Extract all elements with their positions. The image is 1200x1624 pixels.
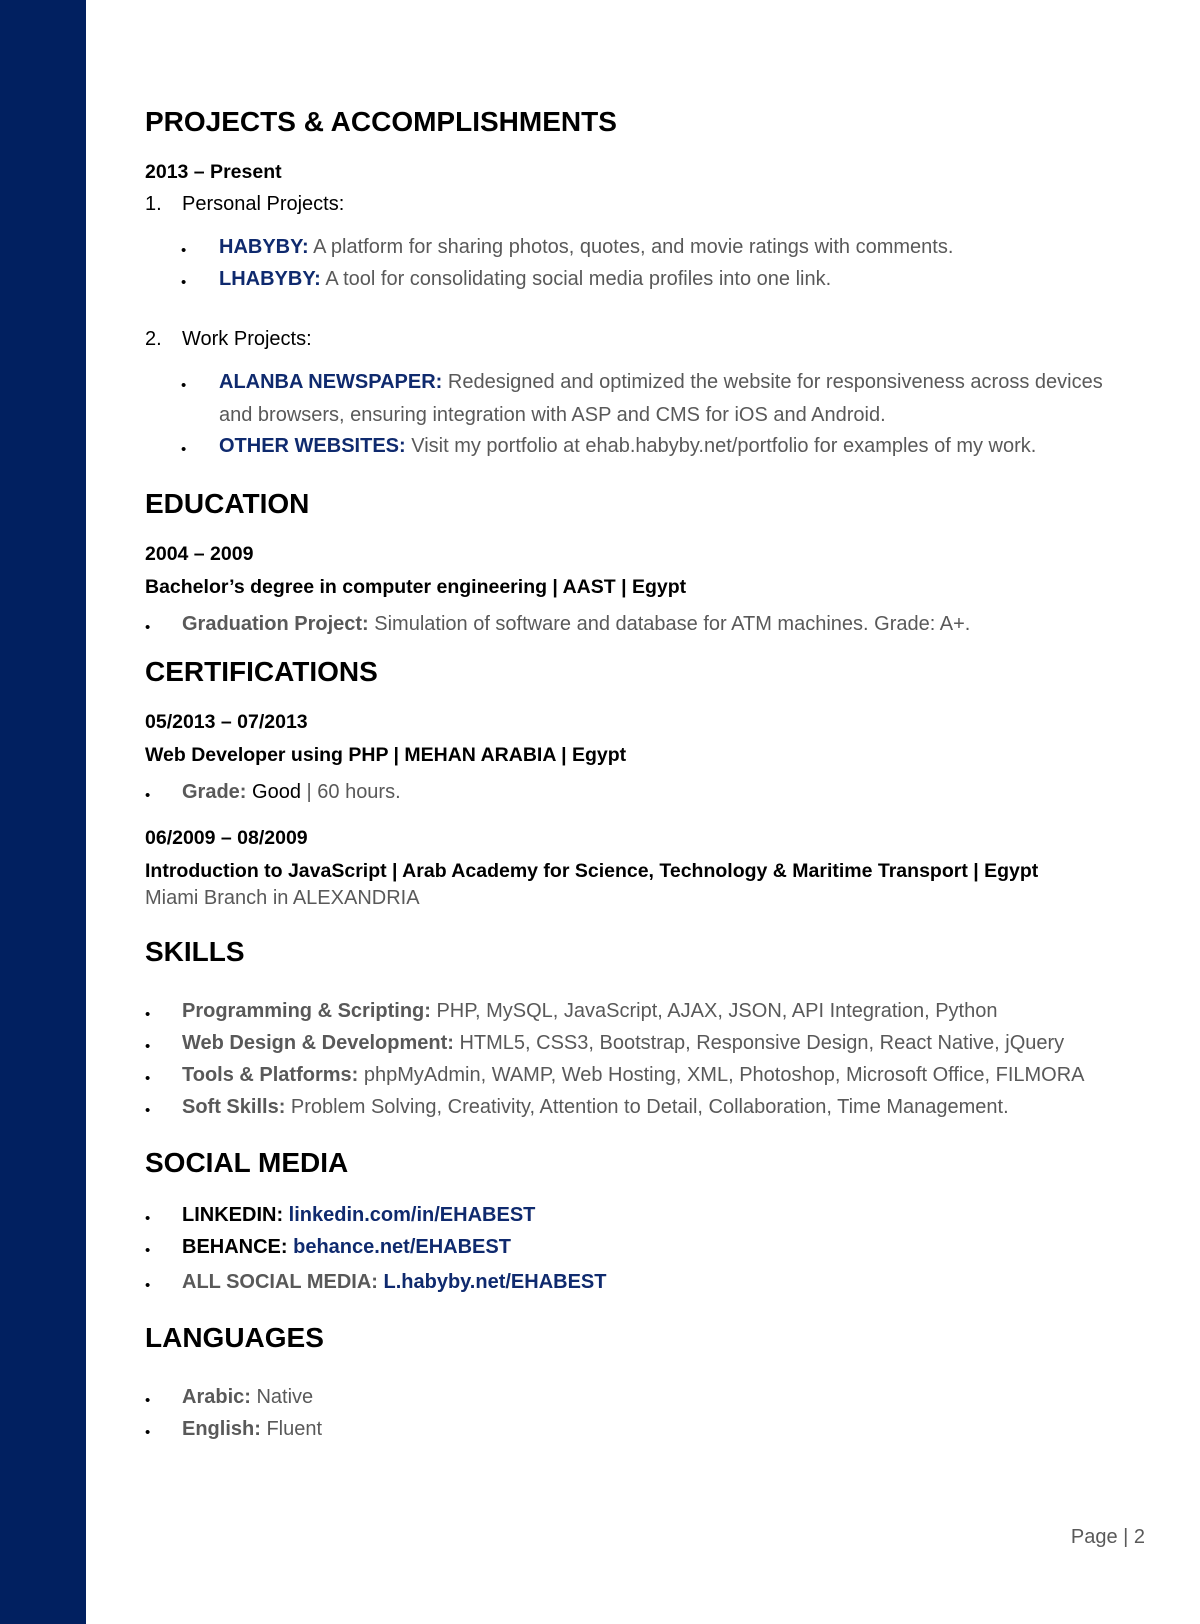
education-item [182, 613, 970, 636]
bullet: • [145, 1210, 151, 1227]
skill-item-text: HTML5, CSS3, Bootstrap, Responsive Design, React Native, jQuery [453, 1032, 1065, 1054]
cert1-grade [182, 781, 401, 804]
bullet: • [145, 1070, 151, 1087]
skill-item [182, 1032, 1064, 1055]
cert1-grade-rest: | 60 hours. [300, 781, 401, 803]
skill-item-label: Programming & Scripting: [182, 1000, 431, 1022]
project-item-text: A tool for consolidating social media profiles into one link. [320, 268, 832, 290]
all-social-link[interactable]: L.habyby.net/EHABEST [377, 1271, 607, 1293]
projects-date: 2013 – Present [145, 161, 282, 183]
skill-item-text: PHP, MySQL, JavaScript, AJAX, JSON, API Integration, Python [430, 1000, 998, 1022]
linkedin-link[interactable]: linkedin.com/in/EHABEST [288, 1204, 536, 1226]
social-item-label: LINKEDIN: [182, 1204, 289, 1226]
sidebar-band [0, 0, 86, 1624]
social-item-behance [182, 1236, 511, 1259]
bullet: • [181, 242, 187, 259]
skill-item-label: Tools & Platforms: [182, 1064, 359, 1086]
cert1-title: Web Developer using PHP | MEHAN ARABIA | Egypt [145, 744, 627, 766]
cert1-grade-label: Grade: [182, 781, 247, 803]
personal-projects-number: 1. [145, 193, 162, 215]
cert2-note: Miami Branch in ALEXANDRIA [145, 887, 420, 909]
behance-link[interactable]: behance.net/EHABEST [287, 1236, 511, 1258]
project-item-text: Redesigned and optimized the website for responsiveness across devices and browsers, ensuring integration with ASP and CMS for iOS and Android. [219, 371, 1103, 426]
page-number: Page | 2 [1070, 1526, 1145, 1548]
language-item [182, 1386, 313, 1409]
language-item [182, 1418, 322, 1441]
project-item-label: HABYBY: [219, 236, 309, 258]
bullet: • [145, 1392, 151, 1409]
project-item-alanba [219, 366, 1139, 432]
language-item-text: Fluent [260, 1418, 323, 1440]
resume-page-content [145, 0, 1145, 1624]
languages-heading: LANGUAGES [145, 1322, 324, 1353]
project-item-text: Visit my portfolio at ehab.habyby.net/portfolio for examples of my work. [405, 435, 1037, 457]
bullet: • [145, 619, 151, 636]
bullet: • [181, 377, 187, 394]
language-item-text: Native [250, 1386, 314, 1408]
skill-item-text: Problem Solving, Creativity, Attention to Detail, Collaboration, Time Management. [285, 1096, 1009, 1118]
cert2-title: Introduction to JavaScript | Arab Academy for Science, Technology & Maritime Transport | Egypt [145, 860, 1039, 882]
social-item-linkedin [182, 1204, 535, 1227]
social-item-label: BEHANCE: [182, 1236, 288, 1258]
education-item-label: Graduation Project: [182, 613, 369, 635]
bullet: • [145, 1038, 151, 1055]
cert1-date: 05/2013 – 07/2013 [145, 711, 308, 733]
social-heading: SOCIAL MEDIA [145, 1147, 349, 1178]
cert2-date: 06/2009 – 08/2009 [145, 827, 308, 849]
skill-item-label: Web Design & Development: [182, 1032, 454, 1054]
skill-item [182, 1064, 1085, 1087]
social-item-label: ALL SOCIAL MEDIA: [182, 1271, 378, 1293]
skills-heading: SKILLS [145, 936, 245, 967]
skill-item-text: phpMyAdmin, WAMP, Web Hosting, XML, Photoshop, Microsoft Office, FILMORA [358, 1064, 1085, 1086]
bullet: • [145, 1006, 151, 1023]
personal-projects-label: Personal Projects: [182, 193, 345, 215]
bullet: • [145, 1424, 151, 1441]
education-item-text: Simulation of software and database for ATM machines. Grade: A+. [368, 613, 971, 635]
bullet: • [181, 274, 187, 291]
project-item-label: OTHER WEBSITES: [219, 435, 406, 457]
bullet: • [145, 1277, 151, 1294]
project-item-label: LHABYBY: [219, 268, 321, 290]
bullet: • [145, 787, 151, 804]
project-item-habyby [219, 236, 953, 259]
project-item-lhabyby [219, 268, 831, 291]
bullet: • [145, 1242, 151, 1259]
project-item-label: ALANBA NEWSPAPER: [219, 371, 443, 393]
language-item-label: English: [182, 1418, 261, 1440]
skill-item [182, 1000, 997, 1023]
education-date: 2004 – 2009 [145, 543, 254, 565]
bullet: • [181, 441, 187, 458]
project-item-other-websites [219, 435, 1036, 458]
project-item-text: A platform for sharing photos, quotes, and movie ratings with comments. [308, 236, 954, 258]
work-projects-label: Work Projects: [182, 328, 312, 350]
bullet: • [145, 1102, 151, 1119]
social-item-all [182, 1271, 606, 1294]
education-degree: Bachelor’s degree in computer engineering | AAST | Egypt [145, 576, 687, 598]
work-projects-number: 2. [145, 328, 162, 350]
education-heading: EDUCATION [145, 488, 310, 519]
cert1-grade-value: Good [246, 781, 301, 803]
projects-heading: PROJECTS & ACCOMPLISHMENTS [145, 106, 617, 137]
skill-item-label: Soft Skills: [182, 1096, 286, 1118]
certifications-heading: CERTIFICATIONS [145, 656, 378, 687]
skill-item [182, 1096, 1009, 1119]
language-item-label: Arabic: [182, 1386, 251, 1408]
